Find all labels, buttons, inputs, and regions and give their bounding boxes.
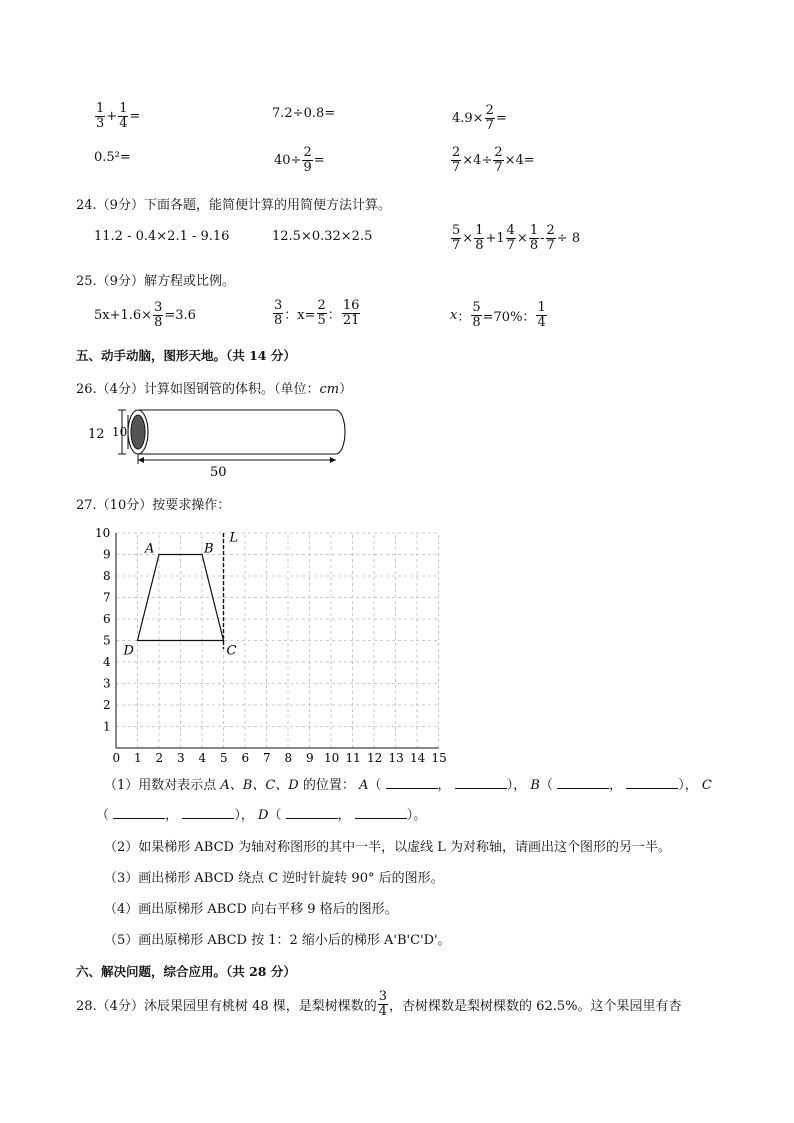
section-6-title: 六、解决问题，综合应用。（共 28 分） [76,964,296,979]
answer-blank-b-x[interactable] [557,777,609,789]
line-l-label: L [229,530,239,546]
coordinate-grid [88,516,460,766]
steel-pipe-figure [88,404,350,482]
inner-diameter-label: 10 [112,425,128,439]
answer-blank-a-x[interactable] [386,777,438,789]
x-tick-label: 3 [177,751,185,765]
answer-blank-b-y[interactable] [626,777,678,789]
x-tick-label: 7 [263,751,271,765]
y-tick-label: 3 [103,676,111,691]
y-tick-label: 1 [103,719,111,734]
q27-sub-5: （5）画出原梯形 ABCD 按 1：2 缩小后的梯形 A'B'C'D'。 [104,933,451,948]
calc-24-3: $\frac{5}{7}$ × $\frac{1}{8}$ +1 $\frac{4}{7}$ × $\frac{1}{8}$ - $\frac{2}{7}$ ÷ 8 [452,223,581,253]
question-26: 26.（4分）计算如图钢管的体积。（单位：cm） [76,382,353,397]
calc-24-1: 11.2 - 0.4×2.1 - 9.16 [94,229,230,244]
y-tick-label: 9 [103,547,111,562]
x-tick-label: 10 [324,751,340,765]
answer-blank-c-x[interactable] [113,807,165,819]
answer-blank-d-y[interactable] [355,807,407,819]
calc-25-3: x ： $\frac{5}{8}$ =70%： $\frac{1}{4}$ [450,300,546,330]
calc-2-2: 40÷ $\frac{2}{9}$ = [274,145,325,175]
answer-blank-c-y[interactable] [182,807,234,819]
x-tick-label: 2 [155,751,164,765]
x-tick-label: 12 [367,751,383,765]
section-5-title: 五、动手动脑，图形天地。（共 14 分） [76,348,296,363]
x-tick-label: 13 [388,751,404,765]
outer-diameter-label: 12 [88,427,105,442]
q27-sub-3: （3）画出梯形 ABCD 绕点 C 逆时针旋转 90° 后的图形。 [104,871,444,886]
answer-blank-d-x[interactable] [286,807,338,819]
question-27: 27.（10分）按要求操作： [76,498,231,513]
point-d-label: D [123,643,134,659]
calc-1-1: $\frac{1}{3}$ + $\frac{1}{4}$ = [96,101,141,131]
calc-2-3: $\frac{2}{7}$ ×4÷ $\frac{2}{7}$ ×4= [452,145,535,175]
point-c-label: C [226,643,237,659]
x-tick-label: 8 [284,751,293,765]
calc-1-2: 7.2÷0.8= [272,106,336,121]
y-tick-label: 8 [103,569,111,583]
q27-sub-4: （4）画出原梯形 ABCD 向右平移 9 格后的图形。 [104,902,398,917]
y-tick-label: 10 [95,526,111,540]
x-tick-label: 15 [431,751,447,765]
x-tick-label: 9 [306,751,314,765]
q27-sub-2: （2）如果梯形 ABCD 为轴对称图形的其中一半，以虚线 L 为对称轴，请画出这个图形的另一半。 [104,840,671,855]
question-28: 28.（4分）沐辰果园里有桃树 48 棵，是梨树棵数的 $\frac{3}{4}$ ，杏树棵数是梨树棵数的 62.5%。这个果园里有杏 [76,989,682,1019]
x-tick-label: 1 [134,751,142,765]
q27-sub-1-cont: （ ， ）， D（ ， ）。 [96,808,427,823]
answer-blank-a-y[interactable] [455,777,507,789]
point-a-label: A [145,541,155,557]
calc-24-2: 12.5×0.32×2.5 [272,229,373,244]
y-tick-label: 5 [103,633,111,648]
x-tick-label: 5 [220,751,228,765]
q27-sub-1: （1）用数对表示点 A、B、C、D 的位置： A（ ， ）， B（ ， ）， C [104,778,712,793]
y-tick-label: 4 [103,655,111,669]
x-tick-label: 4 [198,751,207,765]
y-tick-label: 6 [103,612,111,626]
calc-1-3: 4.9× $\frac{2}{7}$ = [452,103,507,133]
question-25: 25.（9分）解方程或比例。 [76,274,235,289]
calc-25-2: $\frac{3}{8}$ ：x= $\frac{2}{5}$ ： $\frac{16}{21}$ [274,298,360,328]
x-tick-label: 6 [241,751,250,765]
x-tick-label: 14 [410,751,426,765]
point-b-label: B [204,541,214,557]
calc-25-1: 5x+1.6× $\frac{3}{8}$ =3.6 [94,300,196,330]
x-tick-label: 0 [112,751,121,765]
calc-2-1: 0.5²= [94,150,131,165]
y-tick-label: 2 [103,698,111,712]
question-24: 24.（9分）下面各题，能简便计算的用简便方法计算。 [76,198,391,213]
x-tick-label: 11 [345,751,361,765]
length-label: 50 [210,465,227,480]
y-tick-label: 7 [103,590,111,605]
